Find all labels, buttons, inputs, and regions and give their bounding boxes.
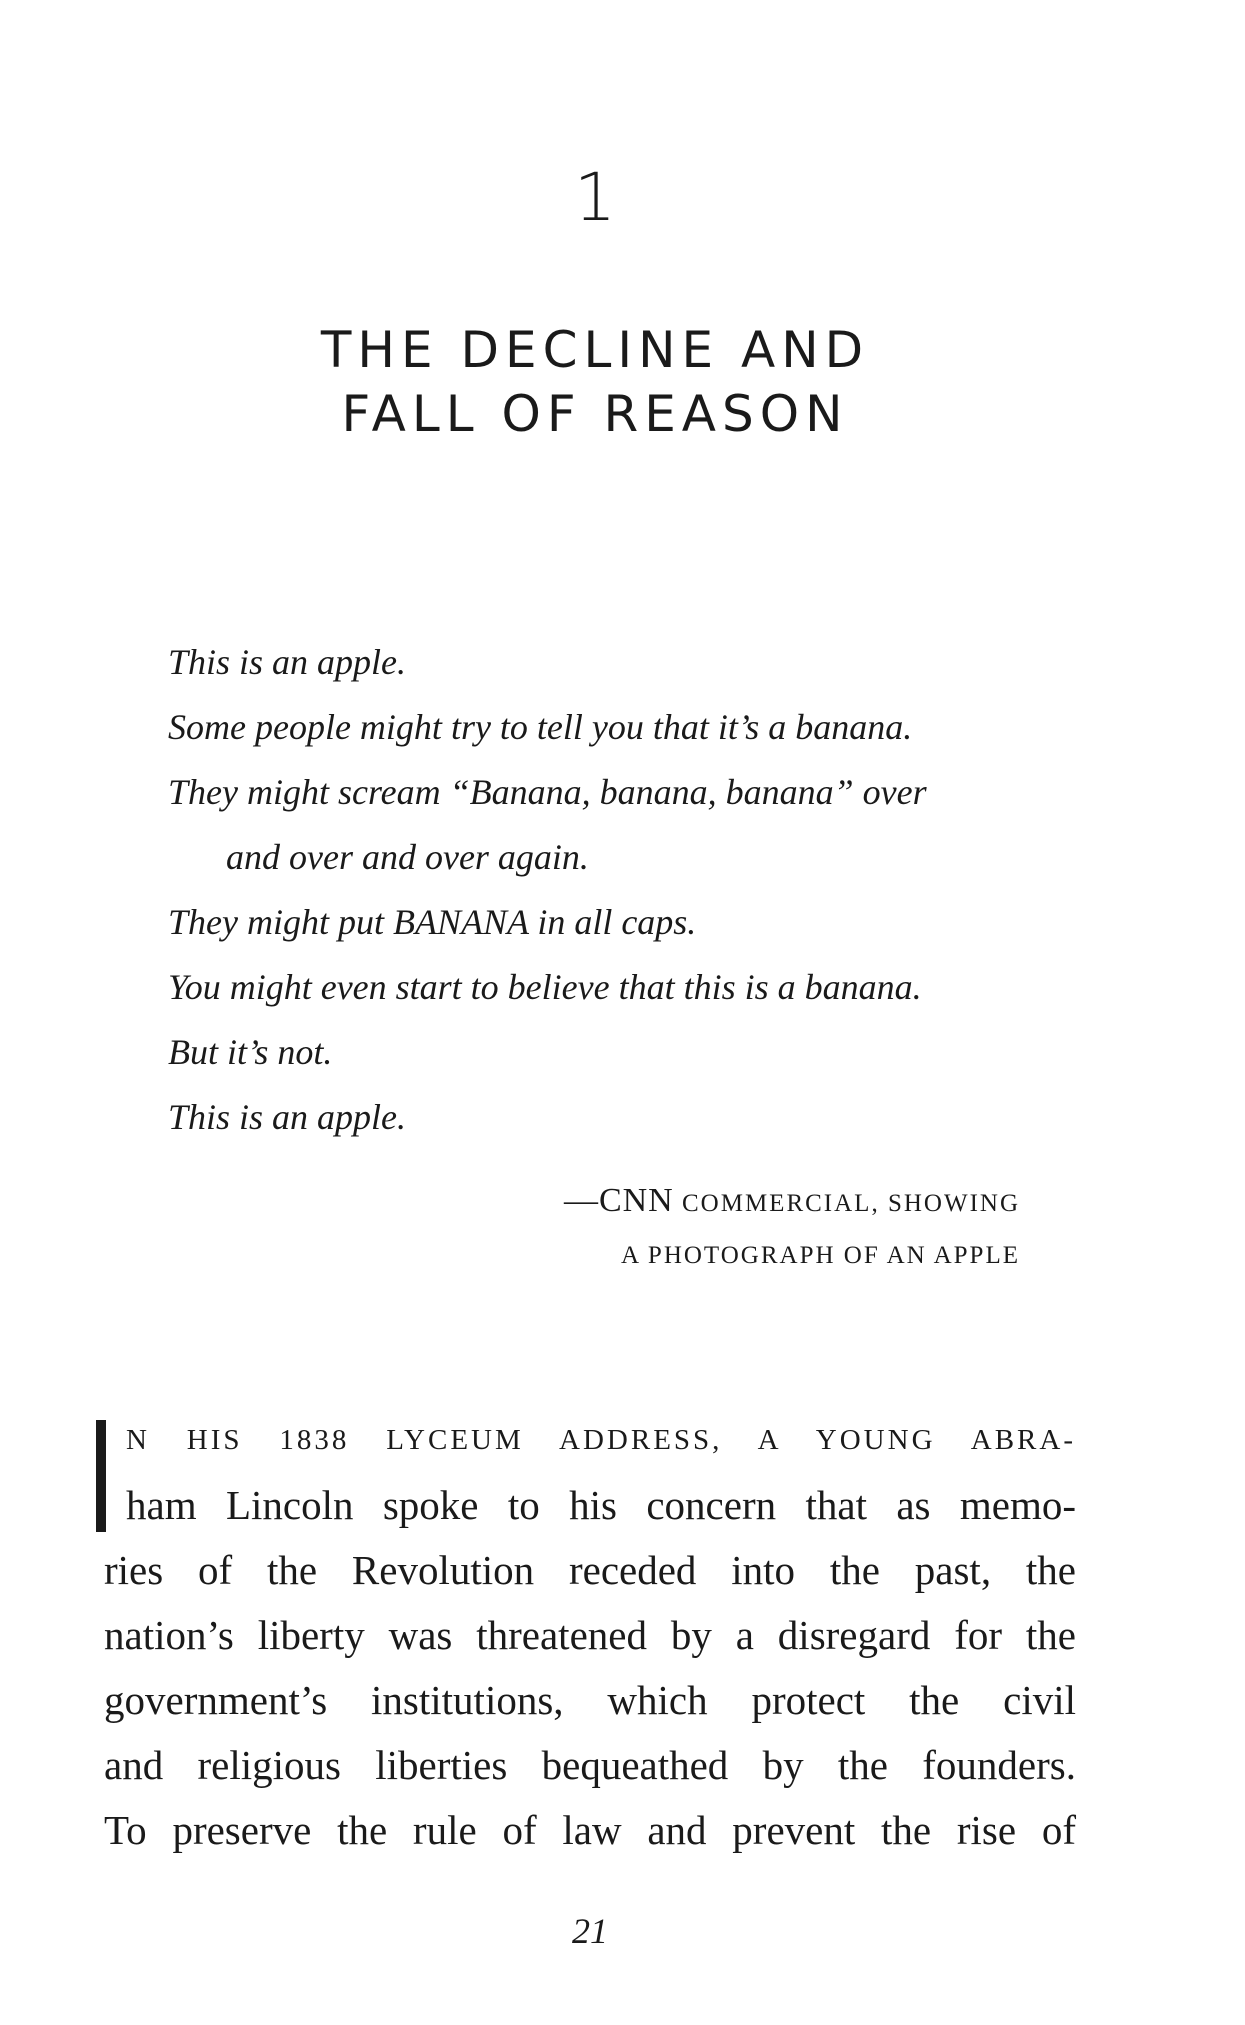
epigraph-line: This is an apple.: [168, 1097, 407, 1137]
epigraph-line: You might even start to believe that this is a banana.: [168, 967, 922, 1007]
epigraph-line: They might scream “Banana, banana, banana” over: [168, 772, 927, 812]
body-line: government’s institutions, which protect the civil: [104, 1677, 1076, 1723]
epigraph-attribution: [400, 1175, 1020, 1282]
chapter-number: 1: [574, 159, 616, 236]
body-line: To preserve the rule of law and prevent the rise of: [104, 1807, 1076, 1853]
page-number: 21: [572, 1911, 608, 1951]
attribution-line-2: A PHOTOGRAPH OF AN APPLE: [620, 1242, 1020, 1269]
chapter-title-line-2: FALL OF REASON: [341, 385, 849, 443]
epigraph: [168, 630, 1068, 1150]
attribution-description: COMMERCIAL, SHOWING: [673, 1190, 1020, 1217]
attribution-source: —CNN: [563, 1182, 674, 1219]
epigraph-line: They might put BANANA in all caps.: [168, 902, 697, 942]
body-line: ham Lincoln spoke to his concern that as memo-: [126, 1482, 1076, 1528]
body-paragraph: [104, 1408, 1076, 1863]
chapter-title: [0, 318, 1190, 446]
attribution-line-1: [400, 1175, 1020, 1230]
body-line: N HIS 1838 LYCEUM ADDRESS, A YOUNG ABRA-: [126, 1424, 1076, 1456]
epigraph-line: This is an apple.: [168, 642, 407, 682]
epigraph-line: Some people might try to tell you that it’s a banana.: [168, 707, 913, 747]
epigraph-line: and over and over again.: [226, 837, 589, 877]
epigraph-line: But it’s not.: [168, 1032, 333, 1072]
body-line: nation’s liberty was threatened by a disregard for the: [104, 1612, 1076, 1658]
body-line: and religious liberties bequeathed by the founders.: [104, 1742, 1076, 1788]
body-line: ries of the Revolution receded into the past, the: [104, 1547, 1076, 1593]
chapter-title-line-1: THE DECLINE AND: [320, 321, 870, 379]
